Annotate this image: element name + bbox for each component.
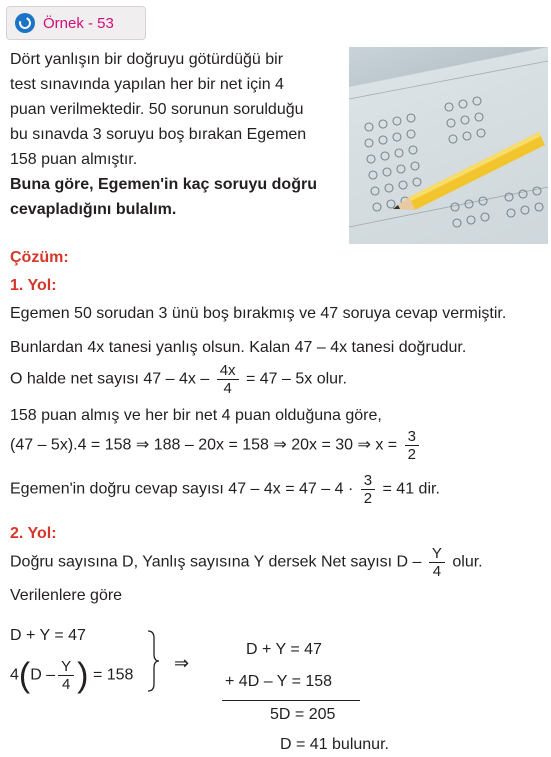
- way1-line6-text: = 41 dir.: [382, 480, 440, 498]
- problem-question: [10, 172, 342, 222]
- problem-line: puan verilmektedir. 50 sorunun sorulduğu: [10, 101, 304, 118]
- system-eq2: [10, 658, 133, 693]
- answer-sheet-pencil-photo: [349, 47, 548, 244]
- way1-line5-text: (47 – 5x).4 = 158 ⇒ 188 – 20x = 158 ⇒ 20x = 30 ⇒ x =: [10, 436, 398, 454]
- fraction-denominator: 2: [363, 490, 373, 507]
- way1-line3: [10, 362, 347, 397]
- right-paren: ): [77, 656, 89, 695]
- example-label: Örnek - 53: [43, 15, 114, 32]
- right-brace: [146, 630, 160, 692]
- right-sum: 5D = 205: [270, 706, 336, 723]
- question-line: cevapladığını bulalım.: [10, 201, 177, 218]
- fraction-denominator: 4: [61, 676, 71, 693]
- question-line: Buna göre, Egemen'in kaç soruyu doğru: [10, 176, 317, 193]
- right-eq1: D + Y = 47: [246, 641, 322, 658]
- way2-line2: Verilenlere göre: [10, 587, 123, 604]
- fraction-numerator: Y: [429, 545, 445, 563]
- implies-arrow: ⇒: [174, 653, 190, 673]
- way2-line1: [10, 545, 483, 580]
- fraction-numerator: Y: [58, 658, 74, 676]
- fraction-numerator: 3: [361, 472, 375, 490]
- system-eq2-text: = 158: [92, 666, 134, 684]
- way2-line1-text: olur.: [452, 553, 483, 571]
- way1-line3-text: = 47 – 5x olur.: [245, 370, 347, 388]
- left-paren: (: [18, 656, 31, 695]
- system-eq2-text: 4: [10, 666, 19, 684]
- example-header: [6, 6, 146, 40]
- way1-line6-text: Egemen'in doğru cevap sayısı 47 – 4x = 47 – 4 ·: [10, 480, 354, 498]
- fraction-numerator: 4x: [217, 362, 239, 380]
- way1-line4: 158 puan almış ve her bir net 4 puan olduğuna göre,: [10, 407, 382, 424]
- system-eq1: D + Y = 47: [10, 627, 86, 644]
- problem-line: 158 puan almıştır.: [10, 151, 138, 168]
- way1-line2: Bunlardan 4x tanesi yanlış olsun. Kalan 47 – 4x tanesi doğrudur.: [10, 339, 467, 356]
- way1-title: 1. Yol:: [10, 277, 57, 294]
- fraction-denominator: 2: [407, 446, 416, 463]
- solution-title: Çözüm:: [10, 249, 69, 266]
- fraction-numerator: 3: [405, 428, 419, 446]
- fraction: [58, 658, 74, 693]
- fraction: [361, 472, 375, 507]
- circle-arrow-icon: [15, 13, 35, 33]
- right-eq2: + 4D – Y = 158: [225, 673, 333, 690]
- fraction-denominator: 4: [223, 380, 232, 397]
- way2-title: 2. Yol:: [10, 525, 57, 542]
- way1-line6: [10, 472, 440, 507]
- way1-line1: Egemen 50 sorudan 3 ünü boş bırakmış ve 47 soruya cevap vermiştir.: [10, 305, 507, 322]
- result-line: D = 41 bulunur.: [280, 736, 389, 753]
- sum-line: [222, 700, 360, 701]
- way1-line5: [10, 428, 422, 463]
- problem-line: bu sınavda 3 soruyu boş bırakan Egemen: [10, 126, 307, 143]
- problem-line: Dört yanlışın bir doğruyu götürdüğü bir: [10, 51, 284, 68]
- problem-text: [10, 47, 342, 222]
- fraction-denominator: 4: [432, 563, 442, 580]
- problem-line: test sınavında yapılan her bir net için 4: [10, 76, 284, 93]
- way2-line1-text: Doğru sayısına D, Yanlış sayısına Y dersek Net sayısı D –: [10, 553, 422, 571]
- fraction: [429, 545, 445, 580]
- way1-line3-text: O halde net sayısı 47 – 4x –: [10, 370, 210, 388]
- fraction: [217, 362, 239, 397]
- system-eq2-text: D –: [30, 666, 56, 684]
- fraction: [405, 428, 419, 463]
